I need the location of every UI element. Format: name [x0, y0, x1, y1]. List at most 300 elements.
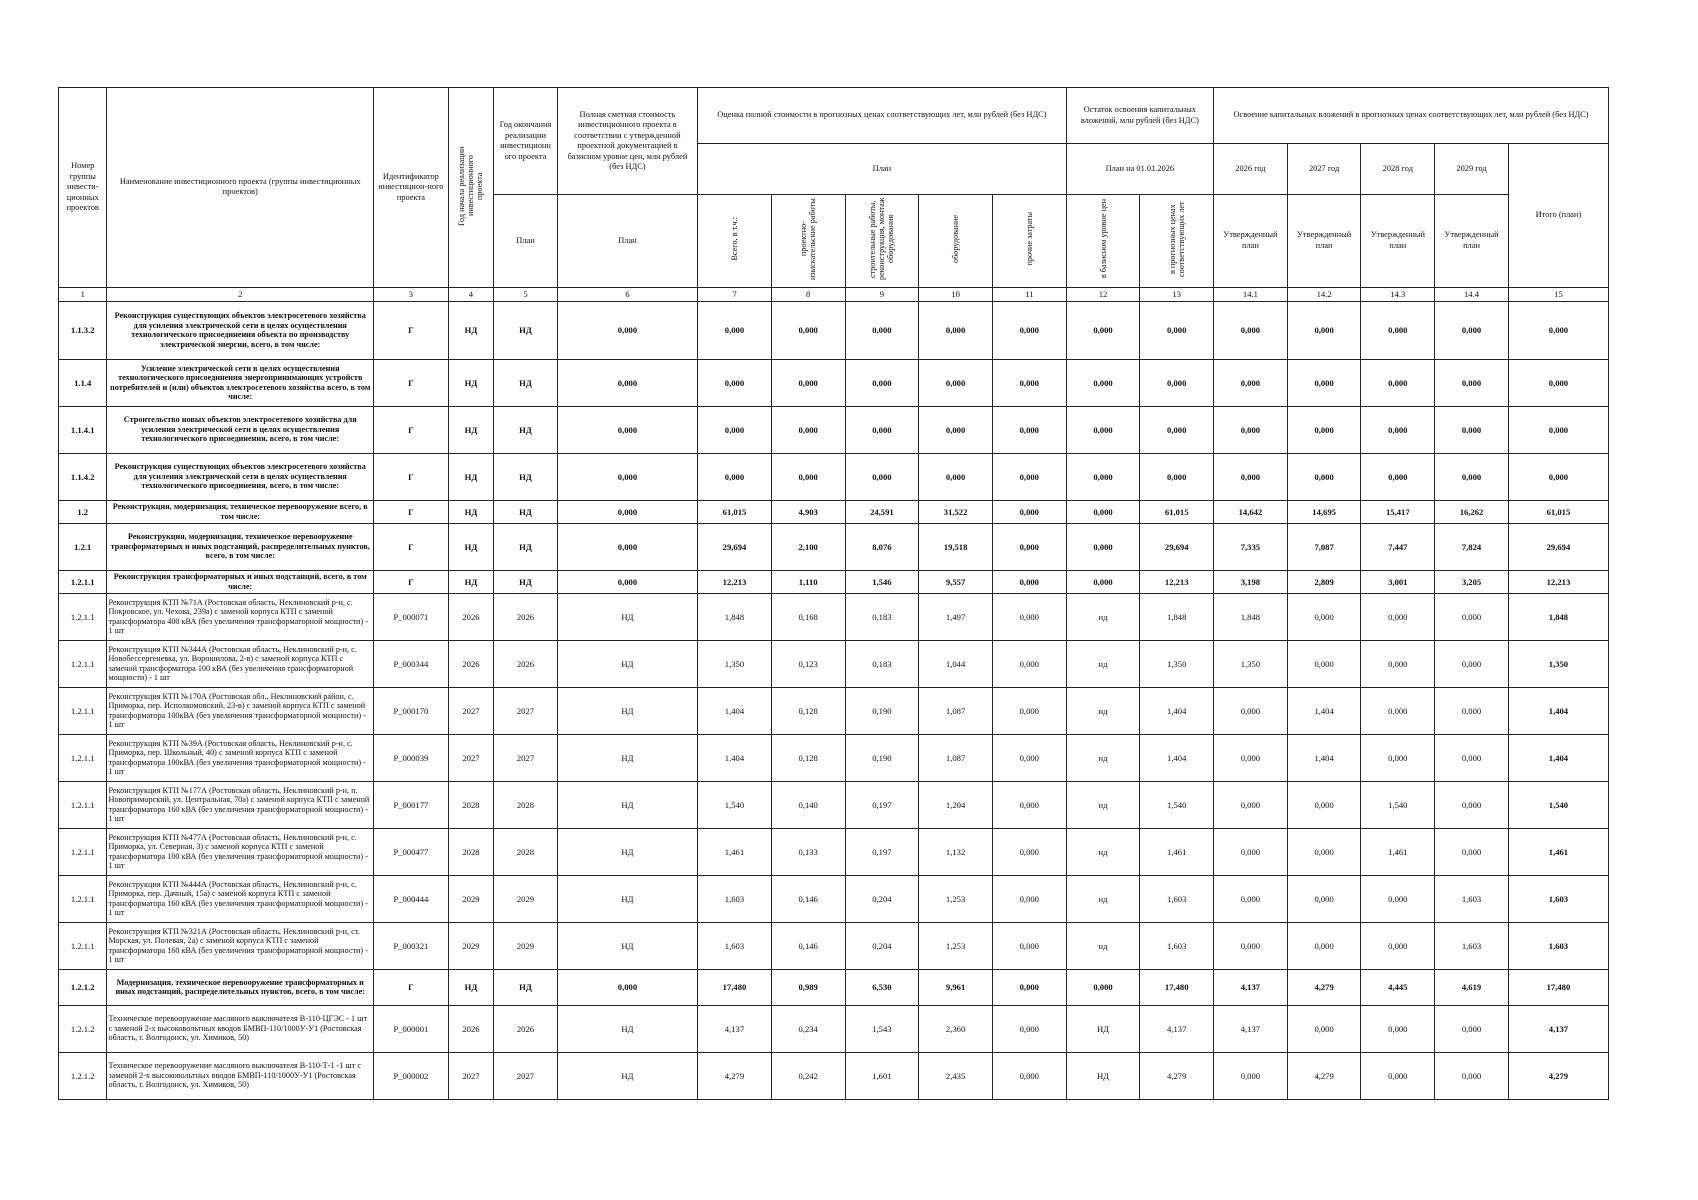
row-group-number: 1.2.1.1 — [59, 640, 107, 687]
row-value-cell: 0,000 — [1140, 453, 1214, 500]
row-value-cell: 1,350 — [1508, 640, 1608, 687]
column-number: 10 — [919, 287, 993, 301]
row-value-cell: 1,540 — [1508, 781, 1608, 828]
row-group-number: 1.1.4.2 — [59, 453, 107, 500]
row-value-cell: 0,000 — [1435, 640, 1509, 687]
row-value-cell: 0,000 — [771, 301, 845, 359]
row-project-name: Реконструкция КТП №71А (Ростовская область, Неклиновский р-н, с. Покровское, ул. Чехова, 239а) с заменой корпуса КТП с заменой трансформатора 400 кВА (без увеличения трансформаторной мощности) - 1 шт — [107, 593, 374, 640]
row-project-name: Реконструкция КТП №477А (Ростовская область, Неклиновский р-н, с. Приморка, ул. Северная, 3) с заменой корпуса КТП с заменой трансформатора 100 кВА (без увеличения трансформаторной мощности) - 1 шт — [107, 828, 374, 875]
header-full-cost-plan: План — [557, 195, 697, 288]
row-value-cell: нд — [1066, 828, 1140, 875]
row-value-cell: 0,000 — [992, 734, 1066, 781]
row-value-cell: НД — [448, 969, 493, 1005]
row-value-cell: 14,695 — [1287, 500, 1361, 523]
column-number: 14.1 — [1214, 287, 1288, 301]
investment-program-table — [58, 87, 1609, 1100]
row-value-cell: 0,000 — [771, 359, 845, 406]
row-value-cell: 1,132 — [919, 828, 993, 875]
row-project-name: Реконструкция существующих объектов электросетевого хозяйства для усиления электрической сети в целях осуществления технологического присоединения, всего, в том числе: — [107, 453, 374, 500]
row-value-cell: 3,198 — [1214, 570, 1288, 593]
row-value-cell: 0,000 — [1214, 687, 1288, 734]
column-number: 3 — [374, 287, 449, 301]
row-value-cell: нд — [1066, 922, 1140, 969]
row-project-name: Реконструкция КТП №177А (Ростовская область, Неклиновский р-н, п. Новоприморский, ул. Центральная, 70а) с заменой корпуса КТП с заменой трансформатора 160 кВА (без увеличения трансформаторной мощности) - 1 шт — [107, 781, 374, 828]
row-value-cell: 29,694 — [1140, 523, 1214, 570]
row-value-cell: 0,183 — [845, 593, 919, 640]
row-project-name: Техническое перевооружение масляного выключателя В-110-ЦГЭС - 1 шт с заменой 2-х высоковольтных вводов БМВП-110/1000У-У1 (Ростовская область, г. Волгодонск, ул. Химиков, 50) — [107, 1005, 374, 1052]
row-value-cell: НД — [494, 969, 558, 1005]
row-group-number: 1.2.1.2 — [59, 969, 107, 1005]
row-value-cell: 1,404 — [698, 687, 772, 734]
row-value-cell: 0,000 — [992, 453, 1066, 500]
table-row — [59, 406, 1609, 453]
column-number: 11 — [992, 287, 1066, 301]
row-value-cell: 1,601 — [845, 1052, 919, 1099]
row-value-cell: 0,000 — [557, 406, 697, 453]
row-project-name: Реконструкция существующих объектов электросетевого хозяйства для усиления электрической сети в целях осуществления технологического присоединения объекта по производству электрической энергии, всего, в том числе: — [107, 301, 374, 359]
row-value-cell: 0,000 — [1287, 593, 1361, 640]
table-row — [59, 687, 1609, 734]
header-identifier: Идентификатор инвестицион-ного проекта — [374, 88, 449, 288]
header-plan: План — [698, 144, 1067, 195]
row-value-cell: 2026 — [448, 593, 493, 640]
row-value-cell: 0,000 — [1361, 453, 1435, 500]
row-value-cell: 31,522 — [919, 500, 993, 523]
row-value-cell: 0,000 — [1287, 781, 1361, 828]
row-value-cell: 0,146 — [771, 875, 845, 922]
row-value-cell: 0,128 — [771, 687, 845, 734]
table-row — [59, 828, 1609, 875]
row-value-cell: 1,603 — [1140, 875, 1214, 922]
row-group-number: 1.2.1.1 — [59, 570, 107, 593]
row-value-cell: 0,000 — [992, 359, 1066, 406]
row-value-cell: 2027 — [448, 734, 493, 781]
row-value-cell: 0,000 — [992, 570, 1066, 593]
row-value-cell: 7,447 — [1361, 523, 1435, 570]
header-forecast-prices — [1140, 195, 1214, 288]
row-value-cell: 4,279 — [698, 1052, 772, 1099]
row-value-cell: 1,497 — [919, 593, 993, 640]
row-value-cell: НД — [557, 828, 697, 875]
row-value-cell: 0,190 — [845, 687, 919, 734]
row-value-cell: НД — [494, 301, 558, 359]
row-value-cell: 0,000 — [1435, 359, 1509, 406]
row-value-cell: НД — [1066, 1052, 1140, 1099]
row-value-cell: 1,087 — [919, 734, 993, 781]
row-project-name: Реконструкция КТП №444А (Ростовская область, Неклиновский р-н, с. Приморка, пер. Дачный, 15а) с заменой корпуса КТП с заменой трансформатора 160 кВА (без увеличения трансформаторной мощности) - 1 шт — [107, 875, 374, 922]
row-value-cell: 1,603 — [1508, 875, 1608, 922]
row-value-cell: 1,848 — [1140, 593, 1214, 640]
row-value-cell: 0,000 — [992, 828, 1066, 875]
column-number: 5 — [494, 287, 558, 301]
column-number: 2 — [107, 287, 374, 301]
row-value-cell: 0,146 — [771, 922, 845, 969]
header-approved-2029: Утвержденный план — [1435, 195, 1509, 288]
row-value-cell: 2026 — [448, 1005, 493, 1052]
row-identifier: P_000002 — [374, 1052, 449, 1099]
row-value-cell: НД — [494, 570, 558, 593]
row-value-cell: 0,000 — [1435, 1052, 1509, 1099]
header-total — [698, 195, 772, 288]
row-value-cell: 1,848 — [698, 593, 772, 640]
row-group-number: 1.1.4 — [59, 359, 107, 406]
row-value-cell: 4,903 — [771, 500, 845, 523]
row-project-name: Реконструкция трансформаторных и иных подстанций, всего, в том числе: — [107, 570, 374, 593]
row-value-cell: 0,000 — [557, 359, 697, 406]
row-value-cell: 0,140 — [771, 781, 845, 828]
row-value-cell: 0,000 — [1435, 828, 1509, 875]
column-number: 15 — [1508, 287, 1608, 301]
row-value-cell: нд — [1066, 734, 1140, 781]
row-value-cell: 4,137 — [1140, 1005, 1214, 1052]
row-value-cell: 12,213 — [698, 570, 772, 593]
row-group-number: 1.2.1.1 — [59, 734, 107, 781]
row-value-cell: 1,404 — [1140, 734, 1214, 781]
row-group-number: 1.2.1.1 — [59, 922, 107, 969]
row-value-cell: 4,137 — [698, 1005, 772, 1052]
row-value-cell: 0,204 — [845, 922, 919, 969]
table-row — [59, 359, 1609, 406]
row-value-cell: 0,000 — [1214, 781, 1288, 828]
row-value-cell: 0,000 — [1140, 406, 1214, 453]
row-value-cell: НД — [557, 734, 697, 781]
row-value-cell: 0,000 — [1361, 1052, 1435, 1099]
row-value-cell: 0,000 — [992, 922, 1066, 969]
row-value-cell: 0,000 — [1435, 781, 1509, 828]
row-value-cell: 12,213 — [1508, 570, 1608, 593]
row-value-cell: 0,000 — [1361, 359, 1435, 406]
row-value-cell: 1,546 — [845, 570, 919, 593]
row-value-cell: 0,000 — [1361, 593, 1435, 640]
row-value-cell: 15,417 — [1361, 500, 1435, 523]
row-value-cell: 1,603 — [698, 875, 772, 922]
row-value-cell: 7,087 — [1287, 523, 1361, 570]
row-value-cell: 1,110 — [771, 570, 845, 593]
row-project-name: Реконструкция КТП №344А (Ростовская область, Неклиновский р-н, с. Новобессергеневка, ул. Ворошилова, 2-в) с заменой корпуса КТП с заменой трансформатора 100 кВА (без увеличения трансформаторной мощности) - 1 шт — [107, 640, 374, 687]
row-value-cell: 2026 — [448, 640, 493, 687]
row-group-number: 1.2.1.1 — [59, 828, 107, 875]
row-value-cell: 61,015 — [1508, 500, 1608, 523]
row-value-cell: 4,279 — [1508, 1052, 1608, 1099]
row-identifier: Г — [374, 500, 449, 523]
row-identifier: Г — [374, 969, 449, 1005]
row-value-cell: 1,404 — [1287, 734, 1361, 781]
header-approved-2026: Утвержденный план — [1214, 195, 1288, 288]
table-row — [59, 1005, 1609, 1052]
row-value-cell: НД — [557, 640, 697, 687]
column-number: 4 — [448, 287, 493, 301]
row-value-cell: 0,000 — [1214, 875, 1288, 922]
row-group-number: 1.2 — [59, 500, 107, 523]
row-value-cell: 0,000 — [919, 301, 993, 359]
row-value-cell: 0,190 — [845, 734, 919, 781]
row-value-cell: 0,000 — [557, 969, 697, 1005]
row-identifier: Г — [374, 453, 449, 500]
table-row — [59, 781, 1609, 828]
table-row — [59, 500, 1609, 523]
row-identifier: Г — [374, 406, 449, 453]
row-value-cell: 0,000 — [992, 875, 1066, 922]
row-value-cell: 0,000 — [992, 523, 1066, 570]
row-identifier: P_000177 — [374, 781, 449, 828]
row-value-cell: 17,480 — [698, 969, 772, 1005]
row-value-cell: 61,015 — [1140, 500, 1214, 523]
row-value-cell: НД — [448, 406, 493, 453]
column-number: 12 — [1066, 287, 1140, 301]
column-number: 14.3 — [1361, 287, 1435, 301]
row-value-cell: 2026 — [494, 593, 558, 640]
row-value-cell: 2028 — [448, 828, 493, 875]
row-value-cell: 0,000 — [1287, 359, 1361, 406]
header-start-year-text: Год начала реализации инвестиционного проекта — [457, 145, 485, 226]
row-value-cell: 1,350 — [698, 640, 772, 687]
row-value-cell: 0,000 — [1508, 359, 1608, 406]
row-value-cell: 1,540 — [1361, 781, 1435, 828]
header-end-year-plan: План — [494, 195, 558, 288]
row-project-name: Реконструкция КТП №321А (Ростовская область, Неклиновский р-н, ст. Морская, ул. Полевая, 2а) с заменой корпуса КТП с заменой трансформатора 160 кВА (без увеличения трансформаторной мощности) - 1 шт — [107, 922, 374, 969]
row-value-cell: 1,204 — [919, 781, 993, 828]
header-approved-2028: Утвержденный план — [1361, 195, 1435, 288]
row-value-cell: 0,000 — [698, 359, 772, 406]
row-group-number: 1.2.1.1 — [59, 593, 107, 640]
header-end-year: Год окончания реализации инвестиционн ого проекта — [494, 88, 558, 195]
row-value-cell: НД — [557, 781, 697, 828]
table-row — [59, 734, 1609, 781]
row-value-cell: 17,480 — [1508, 969, 1608, 1005]
row-value-cell: 4,445 — [1361, 969, 1435, 1005]
row-value-cell: 0,000 — [557, 500, 697, 523]
header-total-text: Всего, в т.ч.: — [729, 217, 739, 261]
header-start-year — [448, 88, 493, 288]
column-numbers-row — [59, 287, 1609, 301]
row-value-cell: 1,543 — [845, 1005, 919, 1052]
row-project-name: Реконструкция КТП №170А (Ростовская обл., Неклиновский район, с. Приморка, пер. Исполкомовский, 23-в) с заменой корпуса КТП с заменой трансформатора 100кВА (без увеличения трансформаторной мощности) - 1 шт — [107, 687, 374, 734]
row-project-name: Реконструкция КТП №39А (Ростовская область, Неклиновский р-н, с. Приморка, пер. Школьный, 40) с заменой корпуса КТП с заменой трансформатора 100кВА (без увеличения трансформаторной мощности) - 1 шт — [107, 734, 374, 781]
row-identifier: Г — [374, 359, 449, 406]
column-number: 7 — [698, 287, 772, 301]
row-value-cell: 0,000 — [992, 500, 1066, 523]
header-2027: 2027 год — [1287, 144, 1361, 195]
row-value-cell: 0,000 — [1214, 301, 1288, 359]
row-value-cell: 0,168 — [771, 593, 845, 640]
row-value-cell: 0,000 — [1361, 875, 1435, 922]
row-value-cell: 2027 — [448, 687, 493, 734]
row-value-cell: 0,000 — [992, 1052, 1066, 1099]
header-other — [992, 195, 1066, 288]
row-value-cell: 0,000 — [919, 406, 993, 453]
row-value-cell: 1,461 — [1140, 828, 1214, 875]
row-value-cell: 1,603 — [1435, 922, 1509, 969]
row-value-cell: НД — [494, 406, 558, 453]
row-value-cell: 9,961 — [919, 969, 993, 1005]
row-value-cell: НД — [448, 523, 493, 570]
row-value-cell: 0,000 — [845, 453, 919, 500]
row-value-cell: 0,000 — [1066, 500, 1140, 523]
row-group-number: 1.1.3.2 — [59, 301, 107, 359]
row-value-cell: 0,000 — [1214, 453, 1288, 500]
row-value-cell: НД — [557, 875, 697, 922]
row-value-cell: 0,000 — [992, 640, 1066, 687]
table-row — [59, 922, 1609, 969]
table-row — [59, 969, 1609, 1005]
column-number: 13 — [1140, 287, 1214, 301]
row-value-cell: нд — [1066, 687, 1140, 734]
header-equipment-text: оборудование — [951, 215, 961, 263]
header-project-name: Наименование инвестиционного проекта (группы инвестиционных проектов) — [107, 88, 374, 288]
row-identifier: P_000477 — [374, 828, 449, 875]
row-value-cell: 0,000 — [1361, 687, 1435, 734]
header-estimate: Оценка полной стоимости в прогнозных ценах соответствующих лет, млн рублей (без НДС) — [698, 88, 1067, 144]
row-value-cell: 4,137 — [1508, 1005, 1608, 1052]
row-project-name: Строительство новых объектов электросетевого хозяйства для усиления электрической сети в целях осуществления технологического присоединения, всего, в том числе: — [107, 406, 374, 453]
column-number: 8 — [771, 287, 845, 301]
header-plan-on: План на 01.01.2026 — [1066, 144, 1213, 195]
row-value-cell: 0,000 — [1435, 593, 1509, 640]
table-row — [59, 570, 1609, 593]
row-value-cell: 0,000 — [1508, 453, 1608, 500]
column-number: 6 — [557, 287, 697, 301]
row-value-cell: 2,100 — [771, 523, 845, 570]
row-value-cell: 0,242 — [771, 1052, 845, 1099]
row-value-cell: 1,461 — [1508, 828, 1608, 875]
row-value-cell: НД — [557, 687, 697, 734]
row-value-cell: НД — [448, 500, 493, 523]
row-value-cell: 0,000 — [1066, 359, 1140, 406]
table-row — [59, 593, 1609, 640]
header-2026: 2026 год — [1214, 144, 1288, 195]
row-value-cell: 19,518 — [919, 523, 993, 570]
row-value-cell: 0,183 — [845, 640, 919, 687]
row-identifier: Г — [374, 523, 449, 570]
row-value-cell: НД — [494, 523, 558, 570]
row-value-cell: 0,000 — [992, 301, 1066, 359]
header-design — [771, 195, 845, 288]
row-value-cell: 0,000 — [557, 301, 697, 359]
header-construction — [845, 195, 919, 288]
row-value-cell: 0,000 — [1361, 734, 1435, 781]
row-value-cell: НД — [494, 359, 558, 406]
header-remain: Остаток освоения капитальных вложений, млн рублей (без НДС) — [1066, 88, 1213, 144]
row-value-cell: 3,001 — [1361, 570, 1435, 593]
row-value-cell: 2027 — [494, 687, 558, 734]
row-identifier: Г — [374, 570, 449, 593]
row-identifier: P_000071 — [374, 593, 449, 640]
row-value-cell: 9,557 — [919, 570, 993, 593]
header-base-prices — [1066, 195, 1140, 288]
row-value-cell: нд — [1066, 875, 1140, 922]
header-design-text: проектно-изыскательские работы — [799, 198, 818, 280]
row-value-cell: НД — [448, 453, 493, 500]
row-value-cell: 1,461 — [1361, 828, 1435, 875]
row-value-cell: 4,279 — [1287, 1052, 1361, 1099]
row-value-cell: 1,253 — [919, 922, 993, 969]
row-value-cell: 0,000 — [992, 1005, 1066, 1052]
row-identifier: P_000321 — [374, 922, 449, 969]
row-value-cell: 2026 — [494, 1005, 558, 1052]
row-group-number: 1.2.1.1 — [59, 781, 107, 828]
row-value-cell: 0,000 — [557, 570, 697, 593]
row-value-cell: 0,000 — [1287, 828, 1361, 875]
row-value-cell: 0,000 — [1435, 453, 1509, 500]
row-value-cell: 0,000 — [698, 406, 772, 453]
header-2028: 2028 год — [1361, 144, 1435, 195]
row-value-cell: 0,000 — [992, 781, 1066, 828]
row-value-cell: 2026 — [494, 640, 558, 687]
row-value-cell: 7,824 — [1435, 523, 1509, 570]
row-identifier: P_000344 — [374, 640, 449, 687]
row-value-cell: 1,350 — [1214, 640, 1288, 687]
row-value-cell: 8,076 — [845, 523, 919, 570]
row-value-cell: 1,253 — [919, 875, 993, 922]
row-value-cell: НД — [557, 1052, 697, 1099]
row-value-cell: 0,128 — [771, 734, 845, 781]
header-equipment — [919, 195, 993, 288]
row-value-cell: 0,000 — [557, 453, 697, 500]
row-value-cell: 0,000 — [1287, 640, 1361, 687]
header-total-plan: Итого (план) — [1508, 144, 1608, 288]
row-value-cell: 0,000 — [771, 453, 845, 500]
row-value-cell: 29,694 — [1508, 523, 1608, 570]
row-value-cell: 0,000 — [1214, 1052, 1288, 1099]
row-value-cell: 0,123 — [771, 640, 845, 687]
row-value-cell: 0,000 — [1508, 301, 1608, 359]
row-value-cell: 0,000 — [1066, 453, 1140, 500]
row-value-cell: 0,000 — [919, 359, 993, 406]
header-full-cost: Полная сметная стоимость инвестиционного проекта в соответствии с утвержденной проектной документацией в базисном уровне цен, млн рублей (без НДС) — [557, 88, 697, 195]
row-value-cell: 17,480 — [1140, 969, 1214, 1005]
row-value-cell: 0,000 — [698, 301, 772, 359]
row-value-cell: 0,000 — [1066, 523, 1140, 570]
row-value-cell: 1,540 — [1140, 781, 1214, 828]
row-value-cell: 1,404 — [1508, 687, 1608, 734]
header-base-prices-text: в базисном уровне цен — [1098, 199, 1108, 279]
row-value-cell: 12,213 — [1140, 570, 1214, 593]
row-value-cell: 6,530 — [845, 969, 919, 1005]
row-value-cell: 0,000 — [1435, 734, 1509, 781]
row-value-cell: 2027 — [494, 1052, 558, 1099]
row-value-cell: 1,848 — [1508, 593, 1608, 640]
row-value-cell: 0,000 — [1435, 406, 1509, 453]
row-value-cell: 0,000 — [1140, 359, 1214, 406]
row-value-cell: 1,404 — [1287, 687, 1361, 734]
row-value-cell: 0,000 — [1435, 301, 1509, 359]
row-value-cell: 29,694 — [698, 523, 772, 570]
row-value-cell: 4,137 — [1214, 969, 1288, 1005]
row-value-cell: 4,279 — [1287, 969, 1361, 1005]
row-value-cell: 2,435 — [919, 1052, 993, 1099]
row-value-cell: 1,603 — [1435, 875, 1509, 922]
row-identifier: Г — [374, 301, 449, 359]
row-project-name: Техническое перевооружение масляного выключателя В-110-Т-1 -1 шт с заменой 2-х высоковольтных вводов БМВП-110/1000У-У1 (Ростовская область, г. Волгодонск, ул. Химиков, 50) — [107, 1052, 374, 1099]
row-value-cell: 4,137 — [1214, 1005, 1288, 1052]
row-value-cell: 0,234 — [771, 1005, 845, 1052]
row-value-cell: 0,000 — [1287, 453, 1361, 500]
row-value-cell: 1,404 — [1140, 687, 1214, 734]
row-value-cell: 1,603 — [1140, 922, 1214, 969]
row-value-cell: 3,205 — [1435, 570, 1509, 593]
row-value-cell: 0,000 — [1066, 570, 1140, 593]
row-value-cell: нд — [1066, 593, 1140, 640]
row-value-cell: 0,000 — [992, 969, 1066, 1005]
row-identifier: P_000039 — [374, 734, 449, 781]
row-value-cell: 0,989 — [771, 969, 845, 1005]
row-value-cell: НД — [1066, 1005, 1140, 1052]
row-value-cell: 0,000 — [1508, 406, 1608, 453]
row-value-cell: 4,279 — [1140, 1052, 1214, 1099]
row-value-cell: 0,000 — [919, 453, 993, 500]
header-forecast-prices-text: в прогнозных ценах соответствующих лет — [1167, 201, 1186, 277]
column-number: 14.4 — [1435, 287, 1509, 301]
